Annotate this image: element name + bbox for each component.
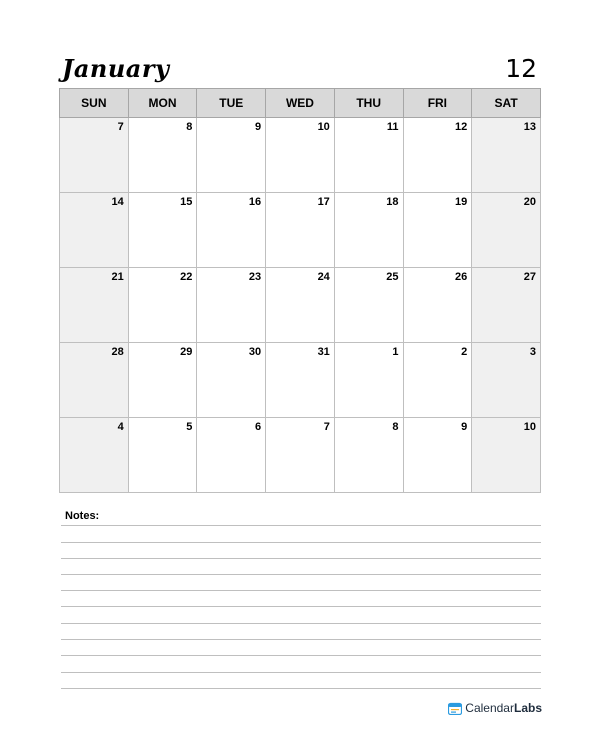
note-line bbox=[61, 672, 541, 673]
day-cell bbox=[472, 268, 541, 343]
note-line bbox=[61, 655, 541, 656]
weekday-mon: MON bbox=[128, 89, 197, 118]
day-cell bbox=[60, 418, 129, 493]
day-number: 21 bbox=[111, 271, 124, 283]
day-cell bbox=[197, 118, 266, 193]
notes-label: Notes: bbox=[65, 510, 100, 522]
brand-name-labs: Labs bbox=[513, 701, 542, 715]
day-cell bbox=[266, 118, 335, 193]
day-number: 12 bbox=[454, 121, 468, 133]
day-number: 20 bbox=[523, 196, 536, 208]
day-number: 18 bbox=[386, 196, 399, 208]
day-cell bbox=[60, 118, 129, 193]
day-number: 30 bbox=[248, 346, 262, 358]
note-line bbox=[61, 639, 541, 640]
day-cell bbox=[128, 268, 197, 343]
day-number: 3 bbox=[529, 346, 536, 358]
day-cell bbox=[128, 193, 197, 268]
day-number: 10 bbox=[523, 421, 536, 433]
weekday-wed: WED bbox=[266, 89, 335, 118]
day-cell bbox=[472, 193, 541, 268]
day-cell bbox=[60, 343, 129, 418]
weekday-sun: SUN bbox=[60, 89, 129, 118]
day-number: 1 bbox=[392, 346, 399, 358]
day-number: 24 bbox=[317, 271, 330, 283]
day-cell bbox=[403, 118, 472, 193]
day-number: 8 bbox=[392, 421, 399, 433]
day-cell bbox=[197, 193, 266, 268]
day-cell bbox=[128, 118, 197, 193]
week-row bbox=[60, 418, 541, 493]
week-row bbox=[60, 343, 541, 418]
day-cell bbox=[334, 118, 403, 193]
calendar-header bbox=[59, 52, 541, 88]
day-number: 9 bbox=[254, 121, 262, 133]
week-row bbox=[60, 193, 541, 268]
day-cell bbox=[266, 418, 335, 493]
month-title: January bbox=[62, 54, 170, 83]
weekday-sat: SAT bbox=[472, 89, 541, 118]
week-row bbox=[60, 268, 541, 343]
day-cell bbox=[472, 418, 541, 493]
day-number: 9 bbox=[461, 421, 468, 433]
day-number: 15 bbox=[180, 196, 193, 208]
day-number: 6 bbox=[254, 421, 262, 433]
day-cell bbox=[266, 268, 335, 343]
day-number: 7 bbox=[117, 121, 124, 133]
day-cell bbox=[266, 343, 335, 418]
weekday-tue: TUE bbox=[197, 89, 266, 118]
day-number: 5 bbox=[186, 421, 193, 433]
day-number: 11 bbox=[386, 121, 399, 133]
day-cell bbox=[128, 418, 197, 493]
note-line bbox=[61, 623, 541, 624]
day-cell bbox=[472, 343, 541, 418]
note-line bbox=[61, 688, 541, 689]
note-line bbox=[61, 574, 541, 575]
day-number: 7 bbox=[323, 421, 330, 433]
weekday-fri: FRI bbox=[403, 89, 472, 118]
day-number: 16 bbox=[248, 196, 262, 208]
calendar-icon bbox=[448, 702, 462, 715]
weekday-header-row bbox=[60, 89, 541, 118]
day-cell bbox=[334, 418, 403, 493]
day-cell bbox=[60, 268, 129, 343]
day-cell bbox=[403, 268, 472, 343]
day-cell bbox=[334, 268, 403, 343]
day-number: 2 bbox=[461, 346, 468, 358]
day-number: 22 bbox=[180, 271, 193, 283]
day-cell bbox=[403, 343, 472, 418]
day-cell bbox=[403, 193, 472, 268]
day-cell bbox=[472, 118, 541, 193]
calendar-grid bbox=[59, 88, 541, 493]
day-number: 31 bbox=[317, 346, 330, 358]
day-cell bbox=[128, 343, 197, 418]
note-line bbox=[61, 542, 541, 543]
day-number: 19 bbox=[454, 196, 468, 208]
day-number: 4 bbox=[117, 421, 124, 433]
day-cell bbox=[197, 418, 266, 493]
day-cell bbox=[334, 343, 403, 418]
day-number: 29 bbox=[180, 346, 193, 358]
day-cell bbox=[334, 193, 403, 268]
day-number: 26 bbox=[454, 271, 468, 283]
day-number: 28 bbox=[111, 346, 124, 358]
brand-logo bbox=[448, 700, 542, 716]
page-number: 12 bbox=[505, 54, 537, 83]
day-cell bbox=[266, 193, 335, 268]
day-cell bbox=[403, 418, 472, 493]
day-cell bbox=[197, 343, 266, 418]
brand-name-calendar: Calendar bbox=[465, 701, 514, 715]
day-number: 27 bbox=[523, 271, 536, 283]
day-number: 17 bbox=[317, 196, 330, 208]
note-line bbox=[61, 558, 541, 559]
day-number: 14 bbox=[111, 196, 124, 208]
brand-name bbox=[465, 701, 542, 715]
day-number: 13 bbox=[523, 121, 536, 133]
day-number: 10 bbox=[317, 121, 330, 133]
notes-section bbox=[61, 510, 541, 522]
weekday-thu: THU bbox=[334, 89, 403, 118]
note-line bbox=[61, 525, 541, 526]
day-cell bbox=[197, 268, 266, 343]
day-number: 23 bbox=[248, 271, 262, 283]
note-line bbox=[61, 590, 541, 591]
day-cell bbox=[60, 193, 129, 268]
day-number: 8 bbox=[186, 121, 193, 133]
note-line bbox=[61, 606, 541, 607]
week-row bbox=[60, 118, 541, 193]
day-number: 25 bbox=[386, 271, 399, 283]
